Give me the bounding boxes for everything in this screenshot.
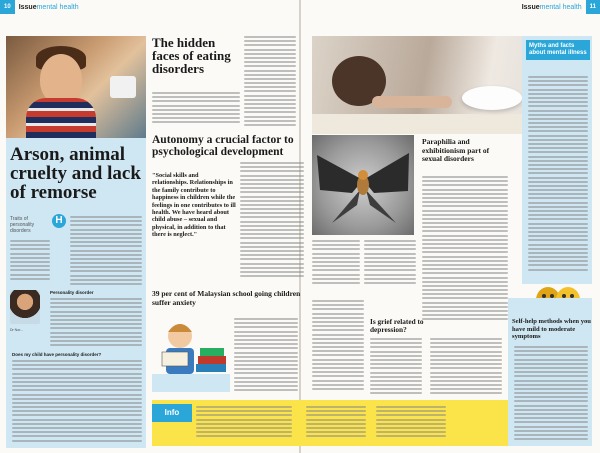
paraphilia-body-col1 [422, 176, 508, 323]
myths-headline: Myths and facts about mental illness [526, 40, 590, 60]
right-page-header [301, 0, 600, 14]
anxiety-body-col1 [234, 318, 298, 393]
dropcap: H [52, 214, 66, 228]
self-help-headline: Self-help methods when you have mild to moderate symptoms [512, 318, 591, 341]
left-page-number: 10 [0, 0, 15, 14]
info-text-col3 [376, 406, 446, 440]
left-section-label: Issuemental health [18, 3, 79, 11]
eating-body-col2 [152, 92, 240, 126]
info-text-col1 [196, 406, 292, 440]
paraphilia-headline: Paraphilia and exhibitionism part of sexual disorders [422, 137, 490, 163]
author-caption: Dr Nor... [10, 328, 24, 332]
autonomy-body-col1 [240, 162, 304, 279]
left-page-header [0, 0, 299, 14]
autonomy-pullquote: "Social skills and relationships. Relationships in the family contribute to happiness in children while the feelings in one contributes to ill health. We have heard about child abuse – sexual and physical, in addition to that there is neglect." [152, 172, 236, 239]
arson-body-text [70, 216, 142, 287]
arson-body-text-2 [10, 240, 50, 282]
autonomy-headline: Autonomy a crucial factor to psychological development [152, 134, 294, 158]
grief-body-col2 [430, 338, 502, 397]
boy-reading-cartoon [152, 316, 230, 392]
myths-text [528, 76, 588, 273]
self-help-list [514, 346, 588, 442]
moth-illustration [312, 135, 414, 235]
traits-deck: Traits of personality disorders [10, 216, 35, 234]
autonomy-body-col2 [312, 240, 360, 286]
subhead-personality: Personality disorder [50, 290, 94, 295]
autonomy-body-col3 [364, 240, 416, 286]
arson-body-text-4 [12, 360, 142, 444]
right-page-number: 11 [586, 0, 600, 14]
subhead-does-my-child: Does my child have personality disorder? [12, 352, 102, 357]
info-tag: Info [152, 404, 192, 422]
author-photo [10, 290, 40, 324]
grief-body-col1 [370, 338, 422, 397]
anxiety-body-col2 [312, 300, 364, 392]
right-section-label: Issuemental health [521, 3, 582, 11]
anxiety-headline: 39 per cent of Malaysian school going children suffer anxiety [152, 289, 301, 307]
info-text-col2 [306, 406, 366, 440]
arson-body-text-3 [50, 298, 142, 348]
eating-headline: The hidden faces of eating disorders [152, 35, 231, 76]
grief-headline: Is grief related to depression? [370, 317, 424, 335]
arson-headline: Arson, animal cruelty and lack of remorse [10, 144, 141, 203]
boy-photo [6, 36, 146, 138]
eating-body-col1 [244, 36, 296, 128]
